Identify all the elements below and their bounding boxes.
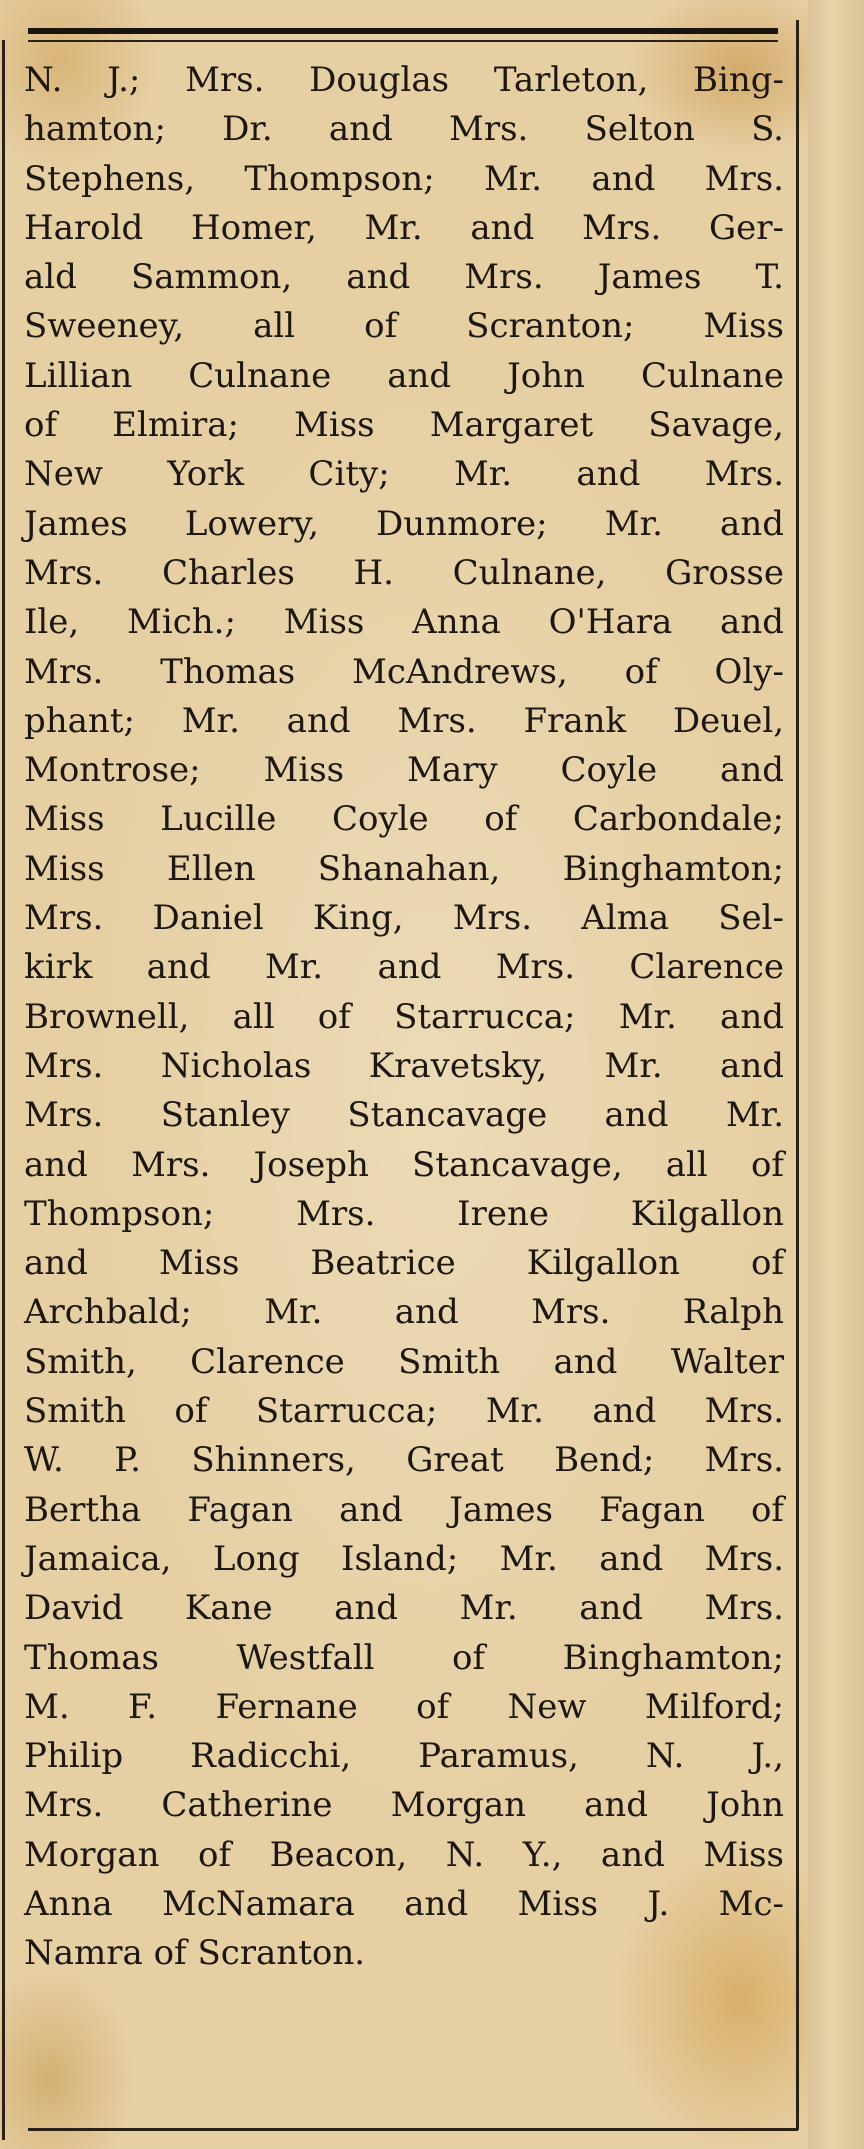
article-line: James Lowery, Dunmore; Mr. and — [24, 503, 784, 544]
article-line: of Elmira; Miss Margaret Savage, — [24, 405, 784, 446]
article-line: hamton; Dr. and Mrs. Selton S. — [24, 109, 784, 150]
article-line: Anna McNamara and Miss J. Mc- — [24, 1883, 784, 1924]
article-line: Thompson; Mrs. Irene Kilgallon — [24, 1193, 784, 1234]
article-line: and Mrs. Joseph Stancavage, all of — [24, 1144, 784, 1185]
article-line: Miss Lucille Coyle of Carbondale; — [24, 799, 784, 840]
article-line: kirk and Mr. and Mrs. Clarence — [24, 947, 784, 988]
top-rule — [28, 28, 778, 34]
article-line: phant; Mr. and Mrs. Frank Deuel, — [24, 700, 784, 741]
article-line: Bertha Fagan and James Fagan of — [24, 1489, 784, 1530]
article-line: Mrs. Catherine Morgan and John — [24, 1785, 784, 1826]
article-line: Morgan of Beacon, N. Y., and Miss — [24, 1834, 784, 1875]
article-line: David Kane and Mr. and Mrs. — [24, 1588, 784, 1629]
article-line: and Miss Beatrice Kilgallon of — [24, 1243, 784, 1284]
article-line: Brownell, all of Starrucca; Mr. and — [24, 996, 784, 1037]
article-line: New York City; Mr. and Mrs. — [24, 454, 784, 495]
article-line: ald Sammon, and Mrs. James T. — [24, 257, 784, 298]
article-line: Miss Ellen Shanahan, Binghamton; — [24, 848, 784, 889]
right-column-border — [796, 20, 799, 2130]
article-line: Smith, Clarence Smith and Walter — [24, 1341, 784, 1382]
top-rule-thin — [28, 40, 778, 42]
article-line: Philip Radicchi, Paramus, N. J., — [24, 1736, 784, 1777]
article-line: Lillian Culnane and John Culnane — [24, 355, 784, 396]
article-line: Montrose; Miss Mary Coyle and — [24, 750, 784, 791]
article-line: Smith of Starrucca; Mr. and Mrs. — [24, 1391, 784, 1432]
article-line: Namra of Scranton. — [24, 1933, 366, 1974]
article-line: Mrs. Charles H. Culnane, Grosse — [24, 552, 784, 593]
article-line: M. F. Fernane of New Milford; — [24, 1686, 784, 1727]
adjacent-column-fragment — [808, 0, 864, 2149]
article-line: W. P. Shinners, Great Bend; Mrs. — [24, 1440, 784, 1481]
article-line: Mrs. Thomas McAndrews, of Oly- — [24, 651, 784, 692]
article-line: Mrs. Nicholas Kravetsky, Mr. and — [24, 1045, 784, 1086]
article-line: Jamaica, Long Island; Mr. and Mrs. — [24, 1538, 784, 1579]
article-line: Mrs. Daniel King, Mrs. Alma Sel- — [24, 898, 784, 939]
left-column-border — [2, 40, 5, 2140]
article-line: Thomas Westfall of Binghamton; — [24, 1637, 784, 1678]
article-column — [24, 56, 784, 1979]
article-line: Archbald; Mr. and Mrs. Ralph — [24, 1292, 784, 1333]
article-line: Stephens, Thompson; Mr. and Mrs. — [24, 158, 784, 199]
article-line: N. J.; Mrs. Douglas Tarleton, Bing- — [24, 60, 784, 100]
article-line: Ile, Mich.; Miss Anna O'Hara and — [24, 602, 784, 643]
article-line: Harold Homer, Mr. and Mrs. Ger- — [24, 207, 784, 248]
article-line: Sweeney, all of Scranton; Miss — [24, 306, 784, 347]
bottom-rule — [28, 2128, 798, 2131]
article-line: Mrs. Stanley Stancavage and Mr. — [24, 1095, 784, 1136]
